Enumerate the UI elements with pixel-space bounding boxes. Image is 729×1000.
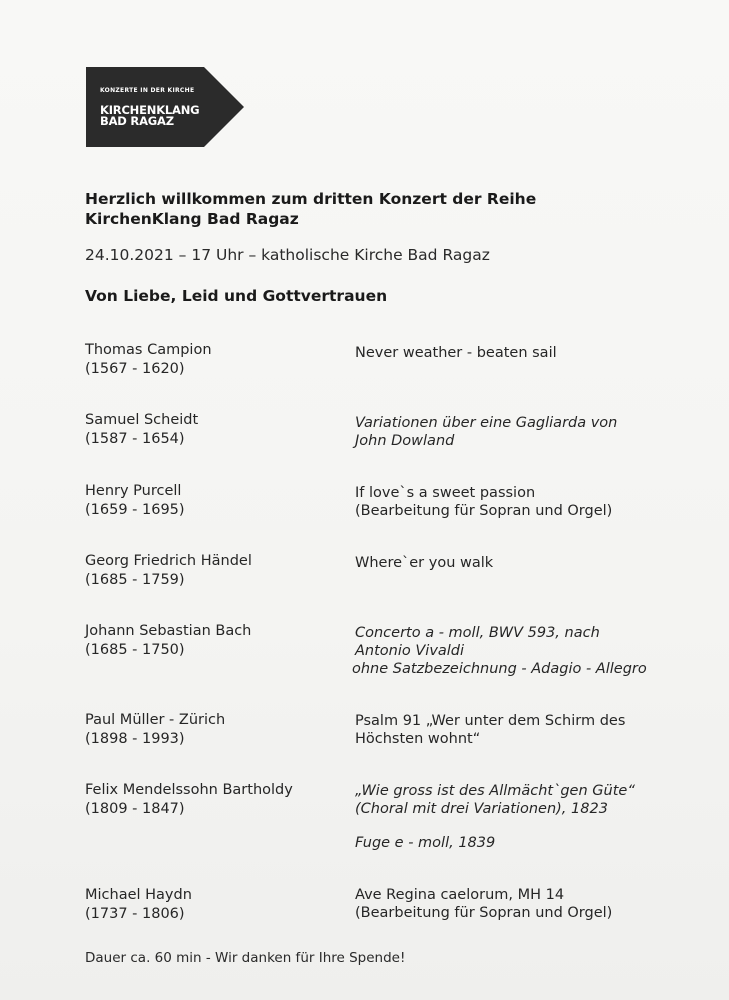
composer-name: Henry Purcell [85, 483, 182, 499]
composer-entry [85, 552, 252, 590]
composer-entry [85, 482, 185, 520]
welcome-line-2: KirchenKlang Bad Ragaz [85, 210, 299, 228]
logo-line-1: KIRCHENKLANG [100, 103, 200, 117]
work-entry [355, 712, 625, 748]
work-title: Variationen über eine Gagliarda von [355, 415, 618, 431]
work-title: Ave Regina caelorum, MH 14 [355, 887, 565, 903]
welcome-line-1: Herzlich willkommen zum dritten Konzert der Reihe [85, 190, 537, 208]
work-entry [355, 834, 495, 852]
work-entry [355, 554, 493, 572]
composer-entry [85, 341, 212, 379]
work-title: Fuge e - moll, 1839 [355, 835, 496, 851]
composer-dates: (1659 - 1695) [85, 502, 185, 518]
work-entry [352, 624, 647, 678]
work-title: Never weather - beaten sail [355, 345, 557, 361]
composer-entry [85, 622, 251, 660]
composer-name: Thomas Campion [85, 342, 212, 358]
work-title: Psalm 91 „Wer unter dem Schirm des [355, 713, 626, 729]
composer-name: Felix Mendelssohn Bartholdy [85, 782, 293, 798]
program-title: Von Liebe, Leid und Gottvertrauen [85, 287, 388, 305]
work-title: If love`s a sweet passion [355, 485, 536, 501]
composer-dates: (1685 - 1750) [85, 642, 185, 658]
composer-entry [85, 411, 198, 449]
work-entry [355, 484, 612, 520]
composer-name: Paul Müller - Zürich [85, 712, 226, 728]
work-title: Where`er you walk [355, 555, 494, 571]
composer-dates: (1685 - 1759) [85, 572, 185, 588]
kirchenklang-logo [86, 67, 244, 147]
composer-entry [85, 781, 293, 819]
work-entry [355, 886, 612, 922]
composer-dates: (1587 - 1654) [85, 431, 185, 447]
work-title: „Wie gross ist des Allmächt`gen Güte“ [355, 783, 635, 799]
work-title: Höchsten wohnt“ [355, 731, 481, 747]
composer-entry [85, 711, 225, 749]
composer-dates: (1737 - 1806) [85, 906, 185, 922]
composer-name: Georg Friedrich Händel [85, 553, 252, 569]
work-note: (Bearbeitung für Sopran und Orgel) [355, 905, 613, 921]
composer-dates: (1809 - 1847) [85, 801, 185, 817]
work-movements: ohne Satzbezeichnung - Adagio - Allegro [352, 661, 647, 677]
composer-name: Michael Haydn [85, 887, 192, 903]
work-note: (Bearbeitung für Sopran und Orgel) [355, 503, 613, 519]
footer-note: Dauer ca. 60 min - Wir danken für Ihre Spende! [85, 950, 406, 966]
composer-dates: (1567 - 1620) [85, 361, 185, 377]
work-title: John Dowland [355, 433, 455, 449]
work-entry [355, 414, 617, 450]
work-title: Concerto a - moll, BWV 593, nach [355, 625, 600, 641]
work-entry [355, 344, 557, 362]
work-title: Antonio Vivaldi [355, 643, 465, 659]
composer-dates: (1898 - 1993) [85, 731, 185, 747]
composer-entry [85, 886, 192, 924]
work-entry [355, 782, 635, 818]
work-note: (Choral mit drei Variationen), 1823 [355, 801, 608, 817]
logo-line-2: BAD RAGAZ [100, 114, 174, 128]
concert-dateline: 24.10.2021 – 17 Uhr – katholische Kirche Bad Ragaz [85, 246, 490, 264]
welcome-heading [85, 189, 645, 229]
composer-name: Samuel Scheidt [85, 412, 199, 428]
composer-name: Johann Sebastian Bach [85, 623, 252, 639]
logo-subtitle: KONZERTE IN DER KIRCHE [100, 87, 195, 94]
